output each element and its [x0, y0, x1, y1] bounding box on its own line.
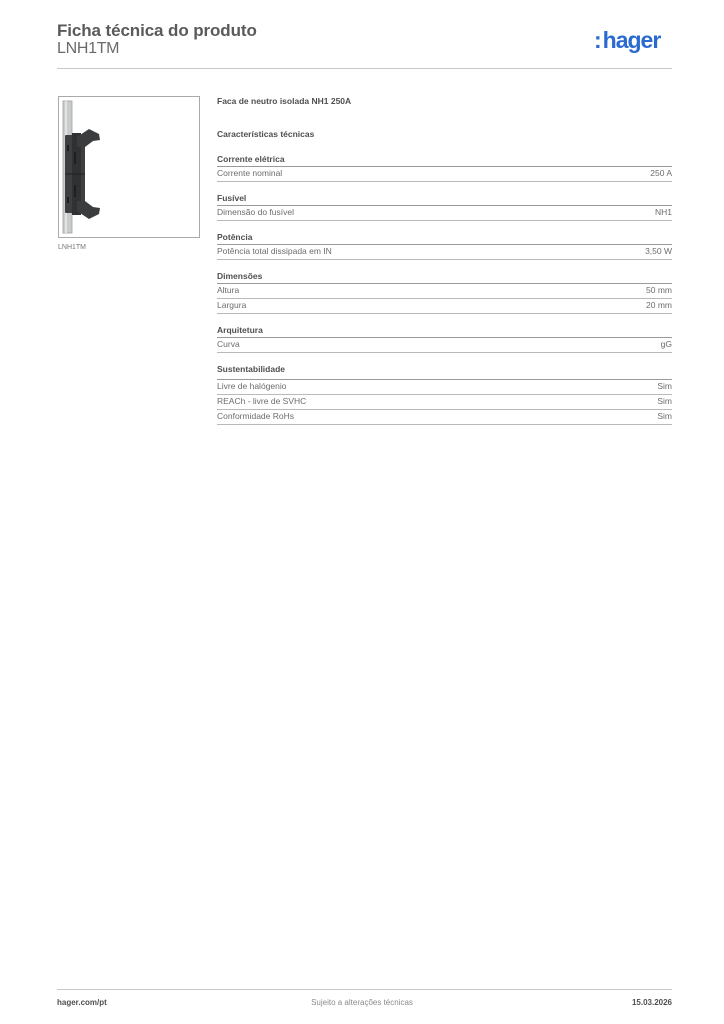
- group-title: Fusível: [217, 193, 672, 206]
- footer-notice: Sujeito a alterações técnicas: [311, 998, 413, 1007]
- document-title: Ficha técnica do produto: [57, 21, 257, 40]
- spec-row: [217, 395, 672, 410]
- spec-row: [217, 284, 672, 299]
- spec-label: Altura: [217, 285, 240, 295]
- logo-colon: :: [594, 27, 602, 53]
- spec-row: [217, 410, 672, 425]
- spec-label: Conformidade RoHs: [217, 411, 295, 421]
- spec-row: [217, 299, 672, 314]
- footer-date: 15.03.2026: [631, 998, 672, 1007]
- spec-label: Dimensão do fusível: [217, 207, 295, 217]
- spec-group-arquitetura: [217, 325, 672, 353]
- image-caption: LNH1TM: [58, 244, 87, 251]
- spec-group-potencia: [217, 232, 672, 260]
- footer-website-link[interactable]: hager.com/pt: [57, 998, 107, 1007]
- spec-row: [217, 338, 672, 353]
- spec-value: Sim: [657, 381, 672, 391]
- spec-label: Corrente nominal: [217, 168, 283, 178]
- spec-label: Livre de halógenio: [217, 381, 287, 391]
- spec-group-sustentabilidade: [217, 364, 672, 425]
- spec-row: [217, 245, 672, 260]
- section-heading: Características técnicas: [217, 129, 315, 139]
- spec-value: NH1: [654, 207, 672, 217]
- product-reference: LNH1TM: [57, 40, 120, 57]
- spec-value: 20 mm: [646, 300, 672, 310]
- group-title: Sustentabilidade: [217, 364, 672, 380]
- spec-row: [217, 380, 672, 395]
- spec-value: 250 A: [650, 168, 672, 178]
- hager-logo: [594, 27, 660, 54]
- group-title: Corrente elétrica: [217, 154, 672, 167]
- group-title: Potência: [217, 232, 672, 245]
- spec-row: [217, 206, 672, 221]
- spec-label: REACh - livre de SVHC: [217, 396, 307, 406]
- logo-text: hager: [602, 27, 661, 53]
- spec-label: Largura: [217, 300, 247, 310]
- spec-row: [217, 167, 672, 182]
- neutral-link-product-icon: [59, 97, 199, 237]
- header-divider: [57, 68, 672, 69]
- spec-value: gG: [660, 339, 672, 349]
- spec-value: Sim: [657, 396, 672, 406]
- group-title: Arquitetura: [217, 325, 672, 338]
- spec-label: Curva: [217, 339, 240, 349]
- product-name: Faca de neutro isolada NH1 250A: [217, 96, 352, 106]
- spec-group-corrente-eletrica: [217, 154, 672, 182]
- spec-value: 3,50 W: [645, 246, 672, 256]
- specifications: [217, 96, 672, 425]
- product-image: [58, 96, 200, 238]
- footer-divider: [57, 989, 672, 990]
- spec-value: 50 mm: [646, 285, 672, 295]
- group-title: Dimensões: [217, 271, 672, 284]
- spec-label: Potência total dissipada em IN: [217, 246, 332, 256]
- spec-group-fusivel: [217, 193, 672, 221]
- spec-group-dimensoes: [217, 271, 672, 314]
- spec-value: Sim: [657, 411, 672, 421]
